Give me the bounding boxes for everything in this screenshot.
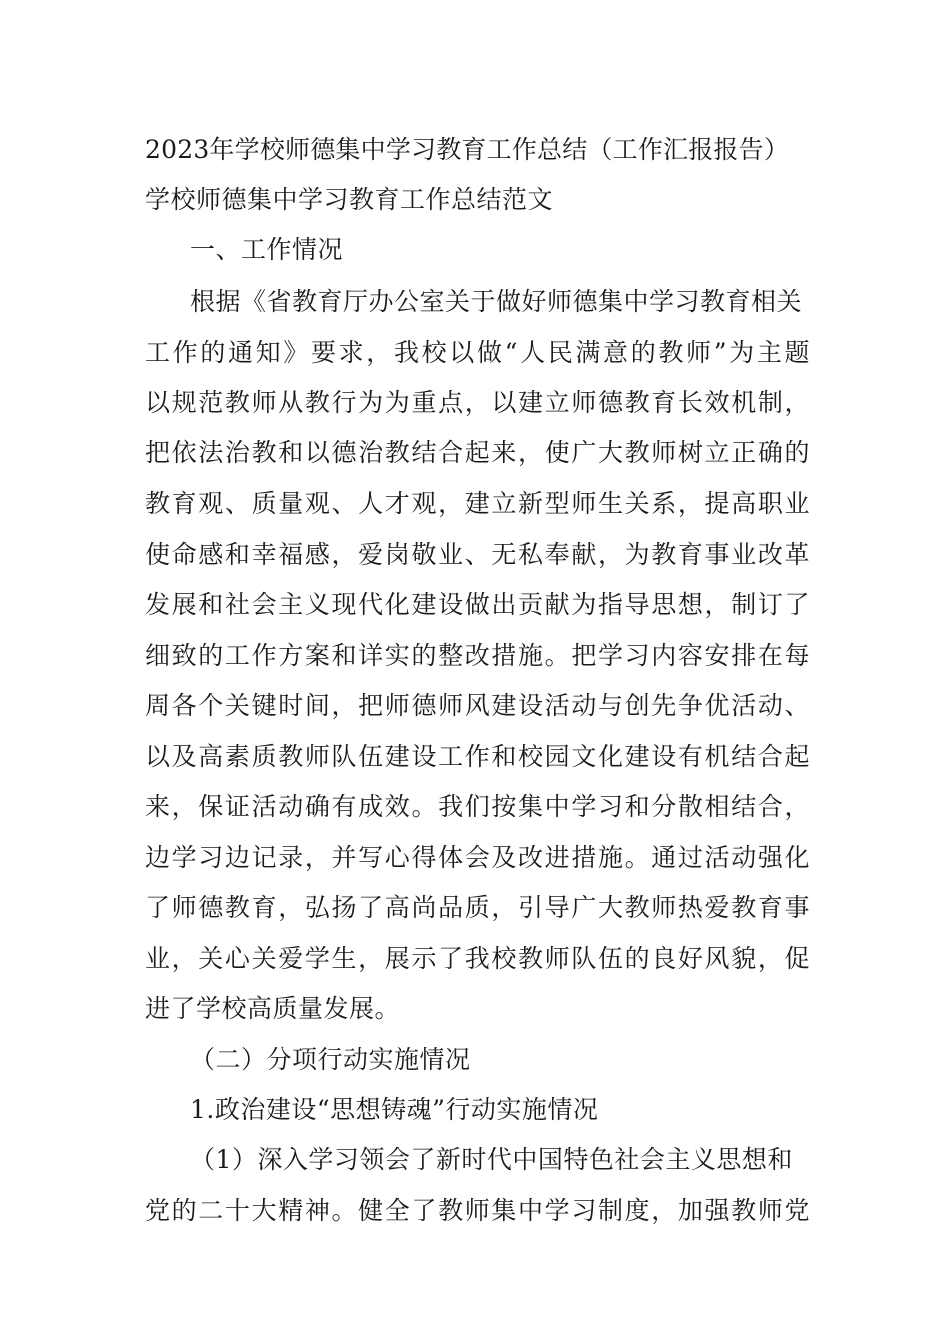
paragraph-line: 边学习边记录，并写心得体会及改进措施。通过活动强化 (145, 843, 810, 872)
paragraph-line: 来，保证活动确有成效。我们按集中学习和分散相结合， (145, 792, 810, 821)
paragraph-line: 党的二十大精神。健全了教师集中学习制度，加强教师党 (145, 1196, 810, 1225)
paragraph-line: （1）深入学习领会了新时代中国特色社会主义思想和 (190, 1145, 793, 1174)
section-heading: 一、工作情况 (190, 235, 344, 264)
paragraph-line: 细致的工作方案和详实的整改措施。把学习内容安排在每 (145, 641, 810, 670)
item-heading: 1.政治建设“思想铸魂”行动实施情况 (190, 1095, 599, 1124)
paragraph-line: 工作的通知》要求，我校以做“人民满意的教师”为主题 (145, 338, 810, 367)
paragraph-line: 使命感和幸福感，爱岗敬业、无私奉献，为教育事业改革 (145, 540, 810, 569)
paragraph-line: 以及高素质教师队伍建设工作和校园文化建设有机结合起 (145, 742, 810, 771)
paragraph-line: 业，关心关爱学生，展示了我校教师队伍的良好风貌，促 (145, 944, 810, 973)
paragraph-line: 根据《省教育厅办公室关于做好师德集中学习教育相关 (190, 287, 803, 316)
paragraph-line: 进了学校高质量发展。 (145, 994, 401, 1023)
paragraph-line: 以规范教师从教行为为重点，以建立师德教育长效机制， (145, 388, 810, 417)
paragraph-line: 周各个关键时间，把师德师风建设活动与创先争优活动、 (145, 691, 810, 720)
paragraph-line: 发展和社会主义现代化建设做出贡献为指导思想，制订了 (145, 590, 810, 619)
subsection-heading: （二）分项行动实施情况 (190, 1045, 471, 1074)
document-title: 2023年学校师德集中学习教育工作总结（工作汇报报告） (145, 135, 790, 164)
paragraph-line: 把依法治教和以德治教结合起来，使广大教师树立正确的 (145, 438, 810, 467)
document-subtitle: 学校师德集中学习教育工作总结范文 (145, 185, 554, 214)
paragraph-line: 了师德教育，弘扬了高尚品质，引导广大教师热爱教育事 (145, 893, 810, 922)
paragraph-line: 教育观、质量观、人才观，建立新型师生关系，提高职业 (145, 489, 810, 518)
